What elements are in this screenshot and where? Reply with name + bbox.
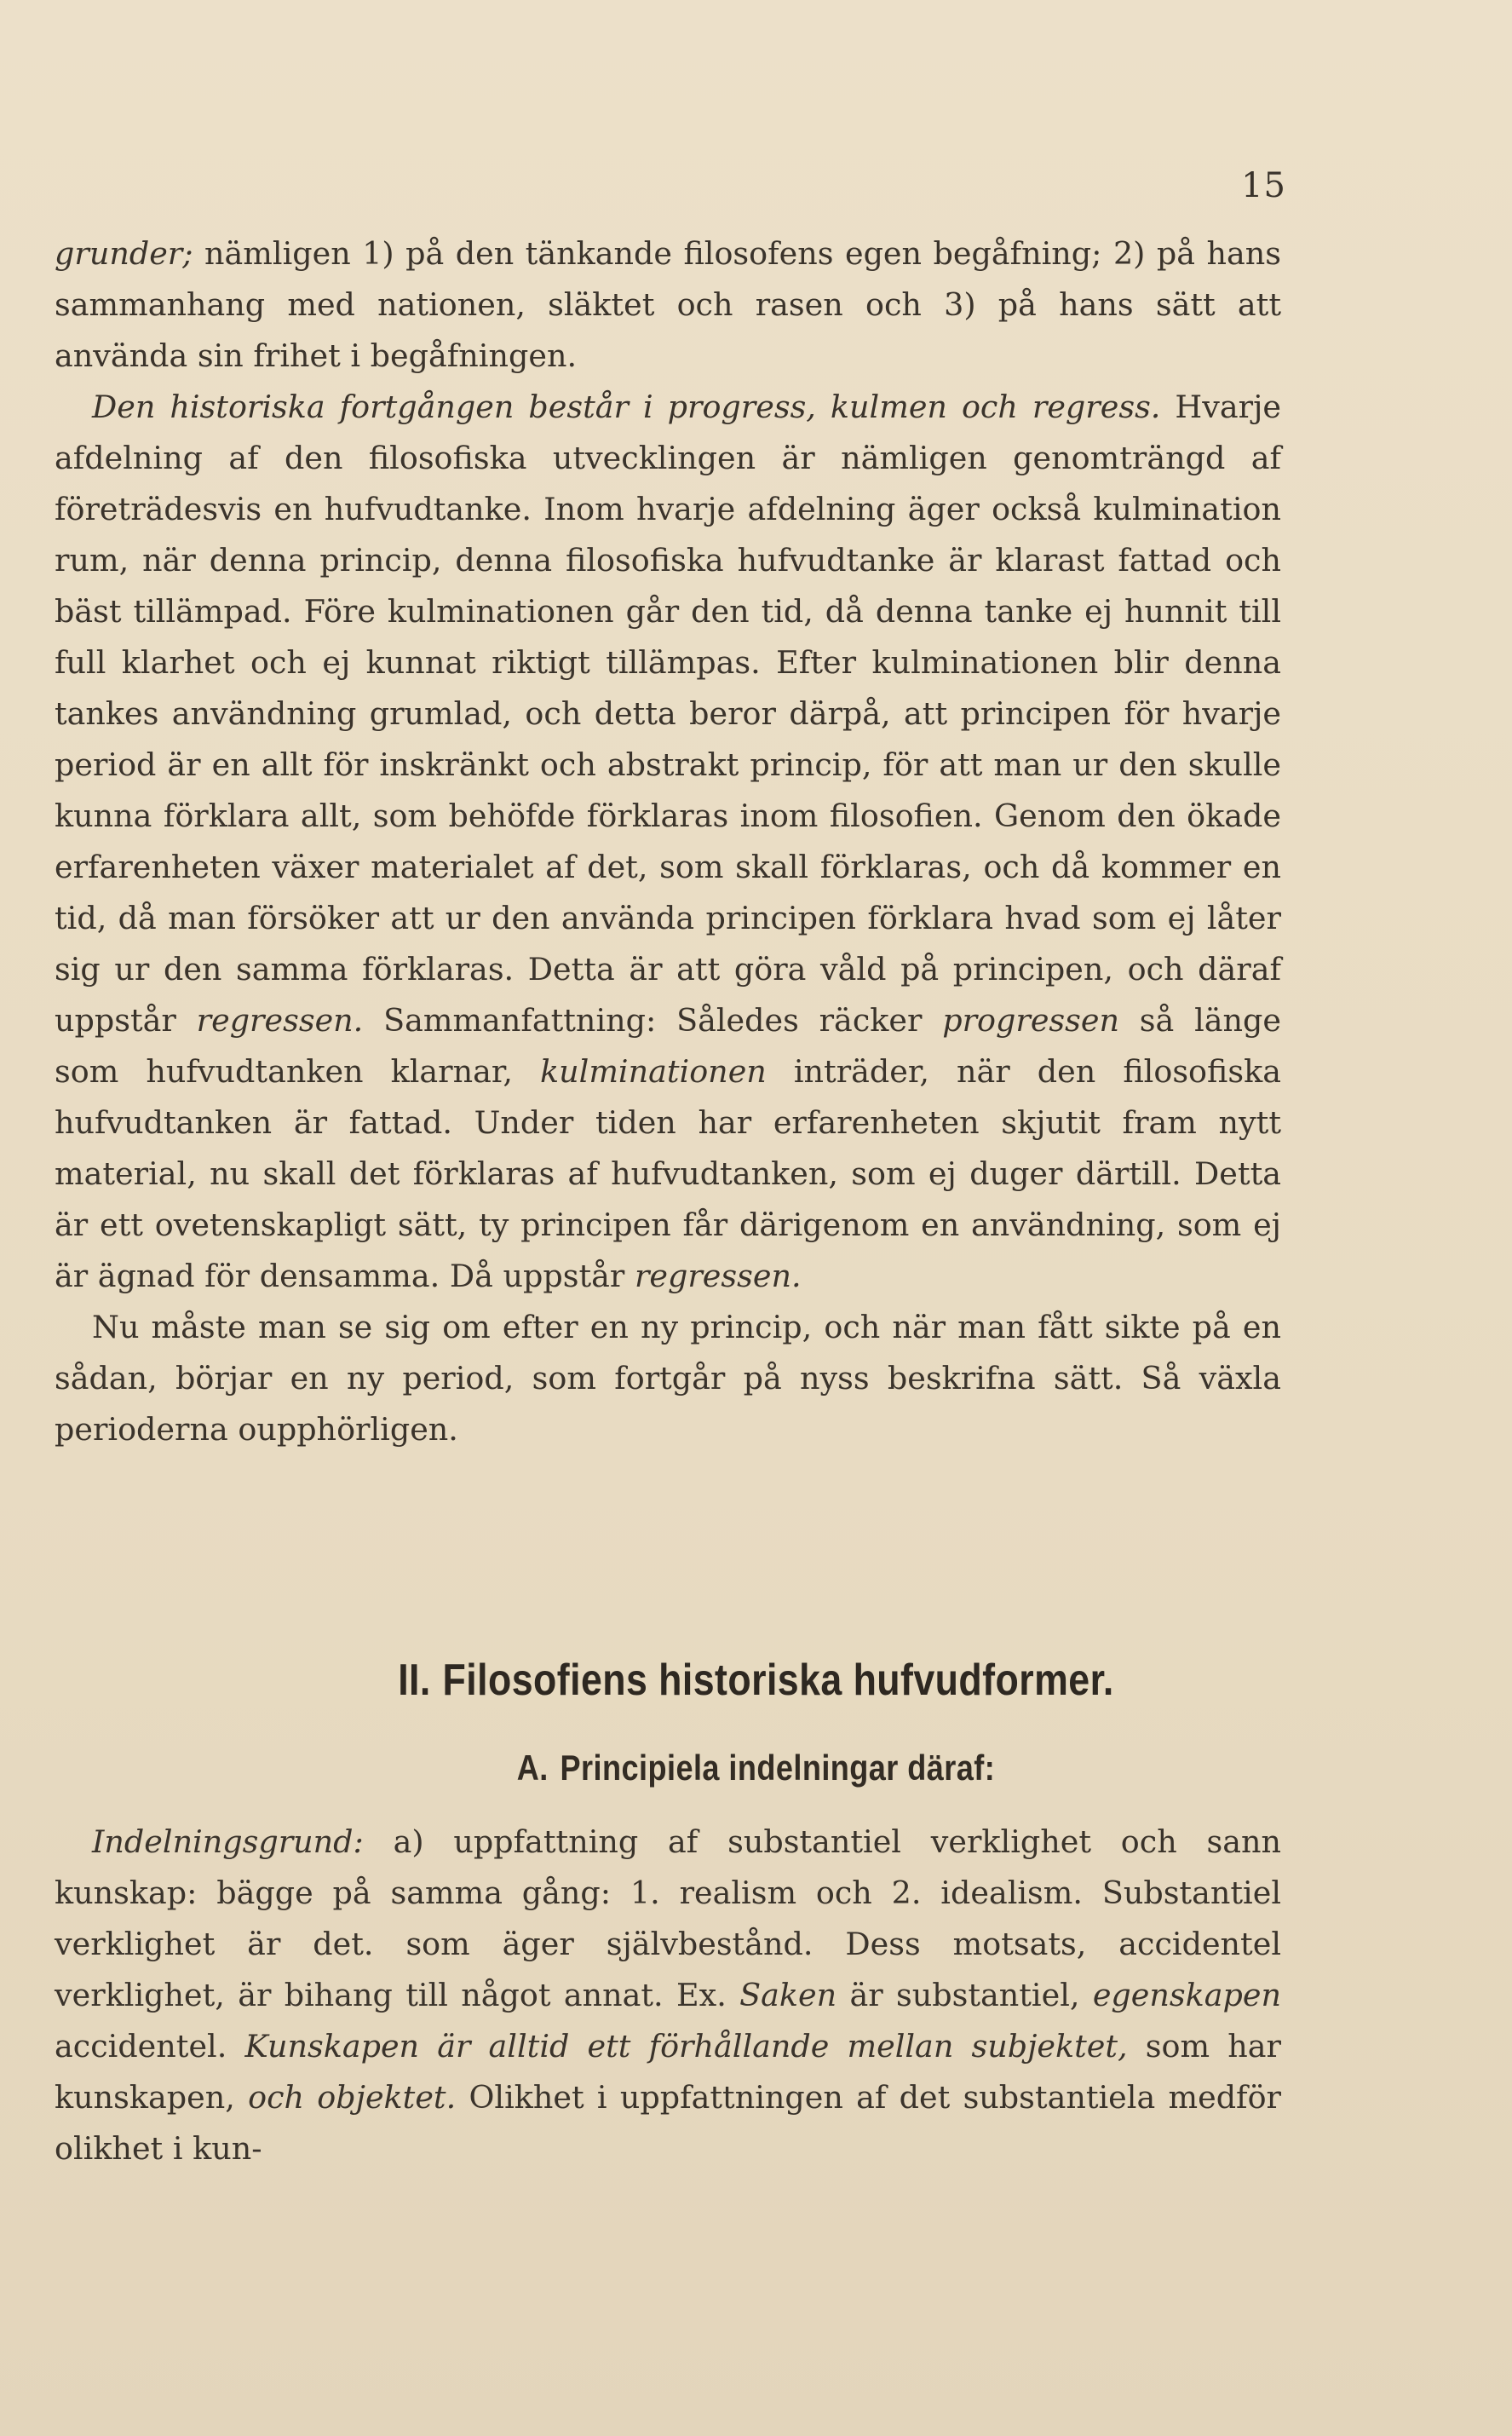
- section-title: Filosofiens historiska hufvudformer.: [442, 1656, 1114, 1705]
- paragraph-text: inträder, när den filosofiska hufvudtanken är fattad. Under tiden har erfarenheten skjutit fram nytt material, nu skall det förklaras af hufvudtanken, som ej duger därtill. Detta är ett ovetenskapligt sätt, ty principen får därigenom en användning, som ej är ägnad för densamma. Då uppstår: [55, 1053, 1281, 1294]
- paragraph-text: nämligen 1) på den tänkande filosofens egen begåfning; 2) på hans sammanhang med nationen, släktet och rasen och 3) på hans sätt att använda sin frihet i begåfningen.: [55, 235, 1281, 374]
- italic-term: och objektet.: [248, 2079, 457, 2116]
- paragraph-text: Hvarje afdelning af den filosofiska utvecklingen är nämligen genomträngd af företrädesvis en hufvudtanke. Inom hvarje afdelning äger också kulmination rum, när denna princip, denna filosofiska hufvudtanke är klarast fattad och bäst tillämpad. Före kulminationen går den tid, då denna tanke ej hunnit till full klarhet och ej kunnat riktigt tillämpas. Efter kulminationen blir denna tankes användning grumlad, och detta beror därpå, att principen för hvarje period är en allt för inskränkt och abstrakt princip, för att man ur den skulle kunna förklara allt, som behöfde förklaras inom filosofien. Genom den ökade erfarenheten växer materialet af det, som skall förklaras, och då kommer en tid, då man försöker att ur den använda principen förklara hvad som ej låter sig ur den samma förklaras. Detta är att göra våld på principen, och däraf uppstår: [55, 389, 1281, 1039]
- paragraph-text: Nu måste man se sig om efter en ny princip, och när man fått sikte på en sådan, börjar en ny period, som fortgår på nyss beskrifna sätt. Så växla perioderna oupphörligen.: [55, 1309, 1281, 1448]
- paragraph-4: [55, 1817, 1281, 2174]
- paragraph-1: [55, 228, 1281, 382]
- italic-term: regressen.: [196, 1002, 364, 1039]
- paragraph-2: [55, 382, 1281, 1302]
- section-number: II.: [398, 1656, 431, 1705]
- paragraph-3: [55, 1302, 1281, 1455]
- italic-term: Indelningsgrund:: [92, 1823, 364, 1860]
- italic-term: kulminationen: [540, 1053, 767, 1090]
- italic-term: progressen: [942, 1002, 1119, 1039]
- subsection-number: A.: [516, 1748, 549, 1788]
- italic-thesis: Den historiska fortgången består i progress, kulmen och regress.: [92, 389, 1161, 425]
- subsection-title: Principiela indelningar däraf:: [560, 1748, 996, 1788]
- italic-term: regressen.: [634, 1258, 802, 1294]
- paragraph-text: a) uppfattning af substantiel verklighet och sann kunskap: bägge på samma gång: 1. realism och 2. idealism. Substantiel verklighet är det. som äger självbestånd. Dess motsats, accidentel verklighet, är bihang till något annat. Ex.: [55, 1823, 1281, 2013]
- italic-term: Saken: [739, 1977, 837, 2013]
- subsection-heading: [106, 1748, 1406, 1788]
- italic-term: egenskapen: [1092, 1977, 1281, 2013]
- paragraph-text: accidentel.: [55, 2028, 245, 2065]
- paragraph-text: är substantiel,: [836, 1977, 1093, 2013]
- body-text-section-1: [55, 228, 1281, 1455]
- page-number: 15: [1241, 166, 1286, 205]
- section-heading: [106, 1655, 1406, 1706]
- paragraph-text: som har kunskapen,: [55, 2028, 1281, 2116]
- body-text-section-2: [55, 1817, 1281, 2174]
- paragraph-text: Olikhet i uppfattningen af det substantiela medför olikhet i kun-: [55, 2079, 1281, 2167]
- italic-term: grunder;: [55, 235, 193, 272]
- paragraph-text: så länge som hufvudtanken klarnar,: [55, 1002, 1281, 1090]
- italic-thesis: Kunskapen är alltid ett förhållande mellan subjektet,: [244, 2028, 1128, 2065]
- paragraph-text: Sammanfattning: Således räcker: [363, 1002, 943, 1039]
